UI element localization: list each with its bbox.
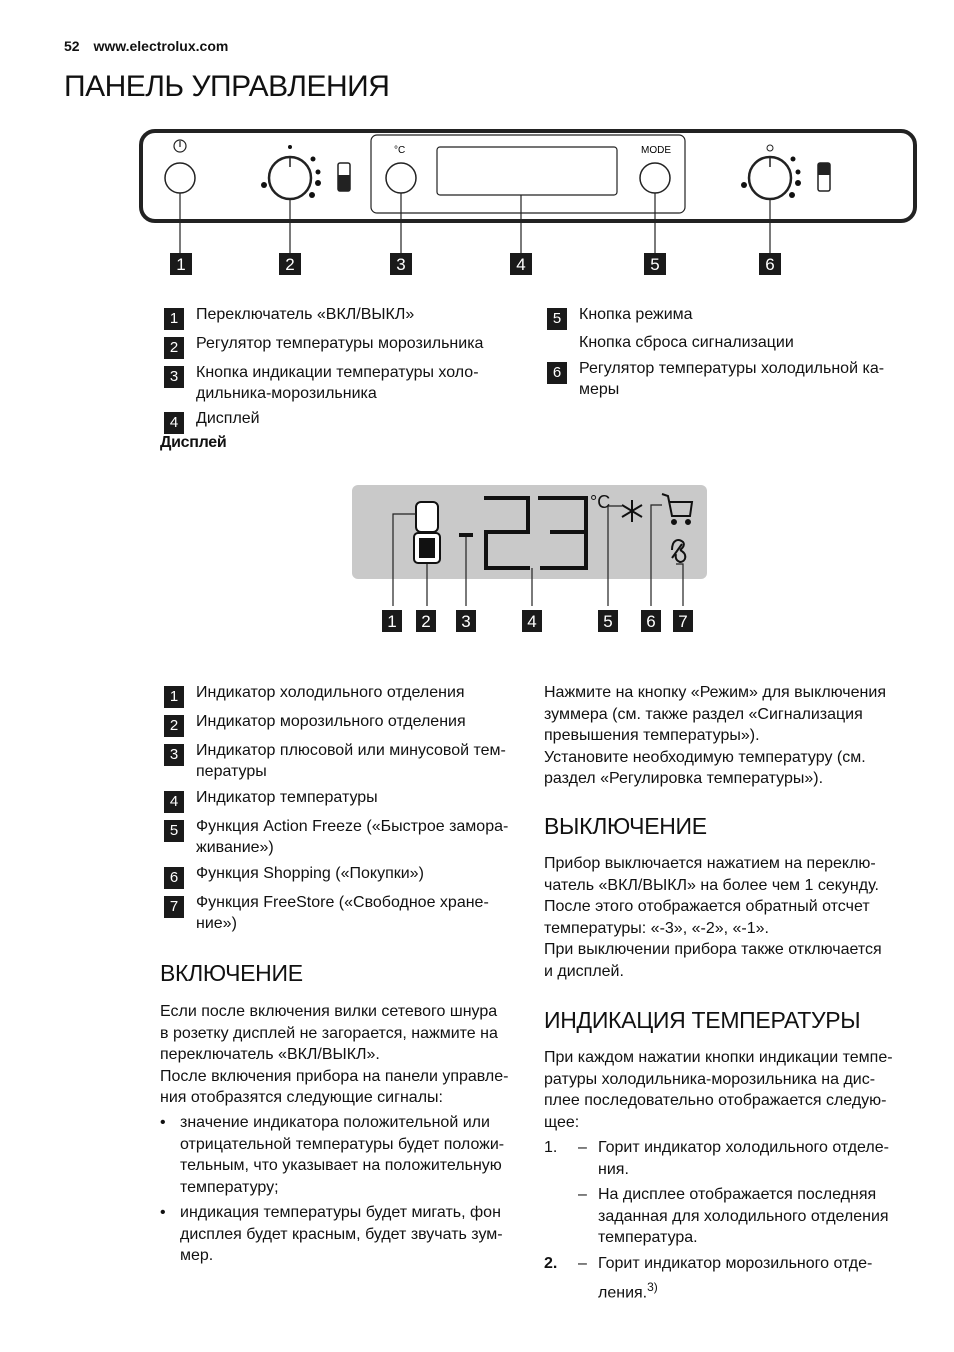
display-callout-6: 6 bbox=[646, 612, 656, 631]
display-callout-1: 1 bbox=[387, 612, 397, 631]
section-temp-heading: ИНДИКАЦИЯ ТЕМПЕРАТУРЫ bbox=[544, 1007, 861, 1033]
display-callouts bbox=[382, 610, 693, 632]
page-number: 52 bbox=[64, 38, 80, 54]
control-panel-diagram bbox=[130, 125, 930, 285]
panel-callouts bbox=[170, 253, 781, 275]
display-legend-item: 7 Функция FreeStore («Свободное хране- ние») bbox=[164, 892, 524, 936]
mode-button bbox=[640, 163, 670, 193]
bullet-item: • индикация температуры будет мигать, фон дисплея будет красным, будет звучать зум- мер. bbox=[160, 1204, 503, 1264]
power-button bbox=[165, 163, 195, 193]
fridge-compartment-icon bbox=[416, 502, 438, 532]
display-callout-5: 5 bbox=[603, 612, 613, 631]
panel-callout-6: 6 bbox=[765, 255, 775, 274]
display-callout-7: 7 bbox=[678, 612, 688, 631]
panel-callout-4: 4 bbox=[516, 255, 526, 274]
display-legend-item: 6 Функция Shopping («Покупки») bbox=[164, 863, 524, 887]
page-header bbox=[64, 38, 238, 54]
temp-indication-button bbox=[386, 163, 416, 193]
section-on-text: Если после включения вилки сетевого шнура в розетку дисплей не загорается, нажмите на переключатель «ВКЛ/ВЫКЛ». После включения прибора на панели управле- ния отобразятся следующие сигналы: bbox=[160, 1003, 509, 1106]
panel-callout-5: 5 bbox=[650, 255, 660, 274]
step-item: – На дисплее отображается последняя заданная для холодильного отделения температура. bbox=[578, 1186, 889, 1246]
freezer-indicator-icon bbox=[338, 163, 350, 191]
display-legend-item: 3 Индикатор плюсовой или минусовой тем- пературы bbox=[164, 740, 524, 784]
fridge-indicator-icon bbox=[818, 163, 830, 191]
mode-label: MODE bbox=[641, 145, 671, 156]
section-off-heading: ВЫКЛЮЧЕНИЕ bbox=[544, 813, 707, 839]
legend-item: 4 Дисплей bbox=[164, 408, 524, 432]
step-item: 2. – Горит индикатор морозильного отде- ления.$^{3)}$ bbox=[544, 1255, 873, 1301]
legend-item: 5 Кнопка режима Кнопка сброса сигнализации bbox=[547, 304, 907, 352]
panel-callout-1: 1 bbox=[176, 255, 186, 274]
display-callout-4: 4 bbox=[527, 612, 537, 631]
display-callout-3: 3 bbox=[461, 612, 471, 631]
legend-item: 6 Регулятор температуры холодильной ка- меры bbox=[547, 358, 907, 402]
website: www.electrolux.com bbox=[93, 38, 229, 54]
minus-indicator bbox=[459, 533, 473, 537]
bullet-item: • значение индикатора положительной или отрицательной температуры будет положи- тельным, что указывает на положительную температуру; bbox=[160, 1114, 505, 1196]
panel-display bbox=[437, 147, 617, 195]
celsius-unit: °C bbox=[590, 492, 611, 512]
display-callout-2: 2 bbox=[421, 612, 431, 631]
display-legend-item: 2 Индикатор морозильного отделения bbox=[164, 711, 524, 735]
panel-callout-2: 2 bbox=[285, 255, 295, 274]
legend-item: 2 Регулятор температуры морозильника bbox=[164, 333, 524, 357]
display-legend-item: 4 Индикатор температуры bbox=[164, 787, 524, 811]
section-off-text: Прибор выключается нажатием на переклю- чатель «ВКЛ/ВЫКЛ» на более чем 1 секунду. После этого отображается обратный отсчет температуры: «-3», «-2», «-1». При выключении прибора также отключается и дисплей. bbox=[544, 855, 882, 980]
legend-item: 3 Кнопка индикации температуры холо- дильника-морозильника bbox=[164, 362, 524, 406]
display-heading: Дисплей bbox=[160, 434, 227, 451]
celsius-label: °C bbox=[394, 145, 406, 156]
legend-item: 1 Переключатель «ВКЛ/ВЫКЛ» bbox=[164, 304, 524, 328]
display-legend-item: 1 Индикатор холодильного отделения bbox=[164, 682, 524, 706]
display-diagram bbox=[340, 480, 720, 640]
section-temp-text: При каждом нажатии кнопки индикации темпе- ратуры холодильника-морозильника на дис- плее последовательно отображается следую- щее: bbox=[544, 1049, 893, 1131]
mode-intro-text: Нажмите на кнопку «Режим» для выключения зуммера (см. также раздел «Сигнализация превышения температуры»). Установите необходимую температуру (см. раздел «Регулировка температуры»). bbox=[544, 684, 886, 787]
step-item: 1. – Горит индикатор холодильного отделе- ния. bbox=[544, 1139, 889, 1178]
panel-callout-3: 3 bbox=[396, 255, 406, 274]
section-on-heading: ВКЛЮЧЕНИЕ bbox=[160, 960, 303, 986]
display-legend-item: 5 Функция Action Freeze («Быстрое замора- живание») bbox=[164, 816, 524, 860]
page-title: ПАНЕЛЬ УПРАВЛЕНИЯ bbox=[64, 70, 390, 103]
